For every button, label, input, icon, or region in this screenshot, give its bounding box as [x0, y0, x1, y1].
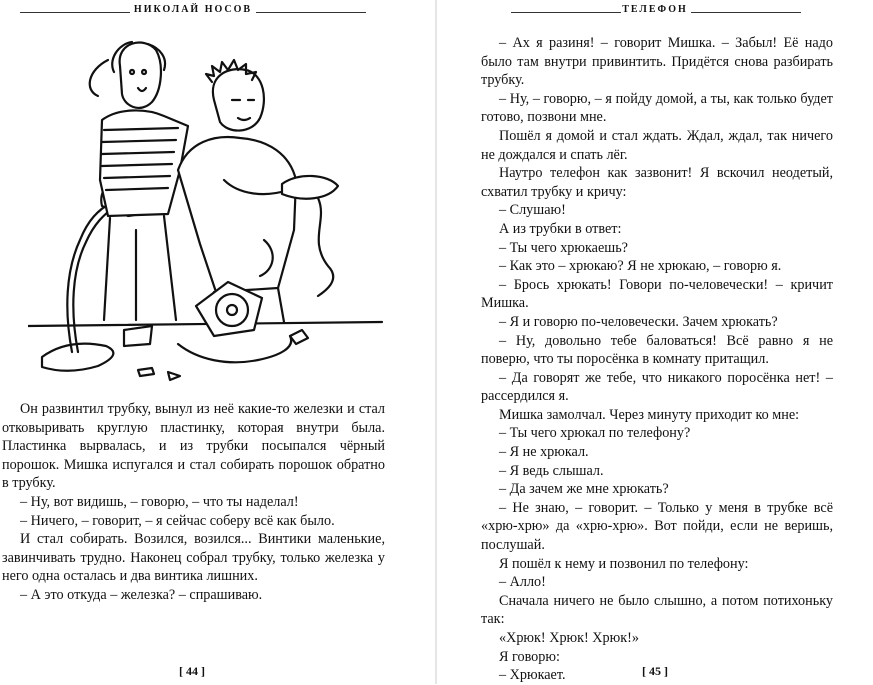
paragraph: – Я и говорю по-человечески. Зачем хрюкать? — [499, 313, 778, 330]
paragraph: Я говорю: — [499, 648, 560, 665]
paragraph: – Слушаю! — [499, 202, 566, 219]
running-head-title: ТЕЛЕФОН — [622, 4, 688, 15]
paragraph: Пошёл я домой и стал ждать. Ждал, ждал, так ничего не дождался и спать лёг. — [481, 127, 833, 163]
paragraph: «Хрюк! Хрюк! Хрюк!» — [499, 630, 639, 646]
paragraph: – Ну, – говорю, – я пойду домой, а ты, как только будет готово, позвони мне. — [481, 90, 833, 126]
running-head-rule-left — [20, 12, 130, 13]
paragraph: И стал собирать. Возился, возился... Винтики маленькие, завинчивать трудно. Наконец собрал трубку, только железка у него одна осталась и два винтика лишних. — [2, 531, 385, 585]
left-page — [0, 0, 436, 684]
left-page-body — [2, 400, 385, 605]
page-number-left: [ 44 ] — [179, 664, 205, 678]
paragraph: – Ничего, – говорит, – я сейчас соберу всё как было. — [20, 512, 335, 529]
paragraph: – А это откуда – железка? – спрашиваю. — [20, 586, 263, 603]
page-number-right: [ 45 ] — [642, 664, 668, 678]
paragraph: – Я ведь слышал. — [499, 462, 604, 479]
paragraph: – Ты чего хрюкал по телефону? — [499, 425, 691, 442]
paragraph: – Алло! — [499, 574, 546, 591]
paragraph: – Ты чего хрюкаешь? — [499, 239, 628, 256]
paragraph: Сначала ничего не было слышно, а потом потихоньку так: — [481, 592, 833, 628]
running-head-rule-right — [691, 12, 801, 13]
paragraph: – Я не хрюкал. — [499, 444, 589, 461]
paragraph: А из трубки в ответ: — [499, 220, 622, 237]
paragraph: – Да зачем же мне хрюкать? — [499, 481, 669, 498]
boy-striped-shirt — [90, 42, 188, 320]
right-page — [437, 0, 873, 684]
paragraph: Я пошёл к нему и позвонил по телефону: — [499, 555, 749, 572]
paragraph: – Да говорят же тебе, что никакого поросёнка нет! – рассердился я. — [481, 369, 833, 405]
running-head-rule-left — [511, 12, 621, 13]
illustration-boys-with-telephone — [28, 30, 388, 395]
running-head-author: НИКОЛАЙ НОСОВ — [133, 4, 253, 15]
right-page-body — [481, 34, 833, 685]
paragraph: – Ах я разиня! – говорит Мишка. – Забыл! Её надо было там внутри привинтить. Придётся снова разбирать трубку. — [481, 35, 833, 89]
paragraph: – Хрюкает. — [499, 667, 566, 684]
paragraph: Он развинтил трубку, вынул из неё какие-то железки и стал отковыривать круглую пластинку, которая внутри была. Пластинка вырвалась, и из трубки посыпался чёрный порошок. Мишка испугался и стал собирать порошок обратно в трубку. — [2, 401, 385, 492]
paragraph: Наутро телефон как зазвонит! Я вскочил неодетый, схватил трубку и кричу: — [481, 165, 833, 200]
paragraph: – Ну, довольно тебе баловаться! Всё равно я не поверю, что ты поросёнка в комнату притащил. — [481, 332, 833, 368]
paragraph: Мишка замолчал. Через минуту приходит ко мне: — [499, 406, 800, 423]
running-head-rule-right — [256, 12, 366, 13]
paragraph: – Ну, вот видишь, – говорю, – что ты наделал! — [20, 493, 299, 510]
paragraph: – Брось хрюкать! Говори по-человечески! – кричит Мишка. — [481, 276, 833, 312]
boy-front-with-receiver — [178, 60, 338, 322]
paragraph: – Не знаю, – говорит. – Только у меня в трубке всё «хрю-хрю» да «хрю-хрю». Вот пойди, если не веришь, послушай. — [481, 499, 833, 554]
paragraph: – Как это – хрюкаю? Я не хрюкаю, – говорю я. — [499, 258, 782, 275]
